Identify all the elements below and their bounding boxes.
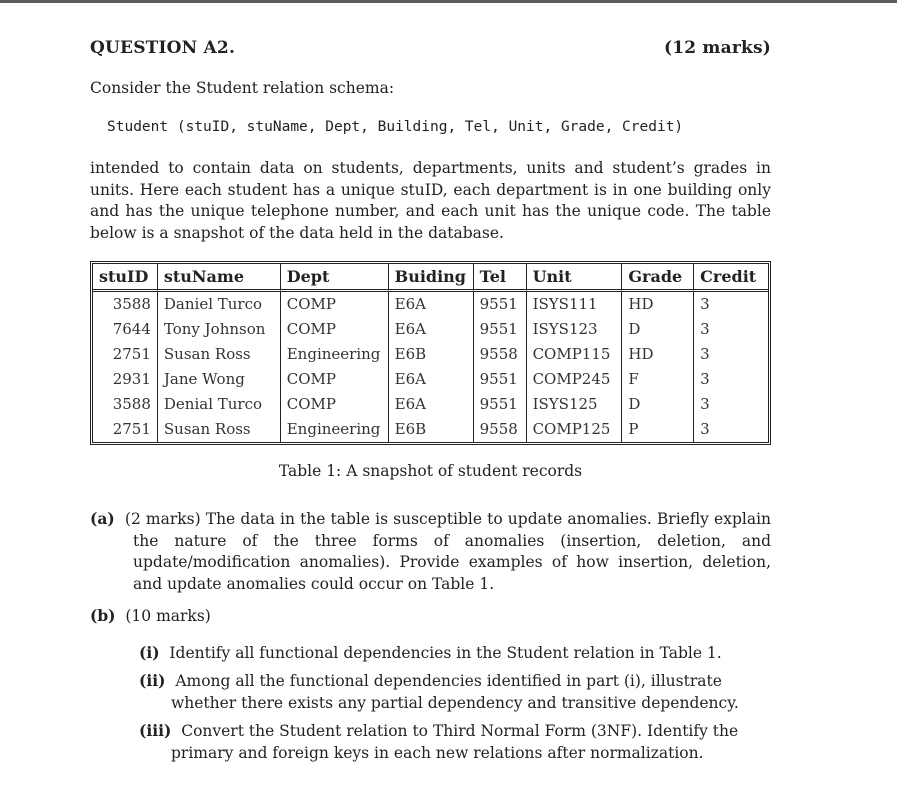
table-row [93, 342, 768, 367]
part-b-label: (b) [90, 606, 116, 625]
cell-unit: ISYS123 [527, 317, 623, 342]
cell-unit: COMP125 [527, 417, 623, 442]
cell-credit: 3 [700, 345, 710, 363]
cell-dept: COMP [281, 367, 389, 392]
item-text: Identify all functional dependencies in the Student relation in Table 1. [169, 644, 722, 662]
cell-unit: COMP115 [527, 342, 623, 367]
cell-stuname: Tony Johnson [158, 317, 281, 342]
col-header-credit: Credit [694, 264, 768, 292]
part-a-body [90, 508, 771, 595]
cell-building: E6B [389, 342, 474, 367]
part-a-label: (a) [90, 509, 115, 528]
table-caption: Table 1: A snapshot of student records [278, 462, 583, 480]
intro-text: Consider the Student relation schema: [90, 79, 395, 97]
cell-grade: HD [622, 292, 694, 317]
cell-tel: 9551 [474, 317, 527, 342]
table-row [93, 317, 768, 342]
col-header-tel: Tel [474, 264, 527, 292]
cell-dept: Engineering [281, 342, 389, 367]
cell-unit: ISYS111 [527, 292, 623, 317]
col-header-building: Buiding [389, 264, 474, 292]
part-a [90, 508, 771, 595]
item-label: (ii) [139, 671, 166, 690]
cell-stuid: 3588 [93, 292, 158, 317]
col-header-grade: Grade [622, 264, 694, 292]
student-records-table [90, 261, 771, 445]
cell-tel: 9551 [474, 367, 527, 392]
table-row [93, 292, 768, 317]
cell-building: E6A [389, 317, 474, 342]
cell-stuid: 2751 [93, 417, 158, 442]
cell-stuname: Susan Ross [158, 417, 281, 442]
col-header-unit: Unit [527, 264, 623, 292]
cell-dept: Engineering [281, 417, 389, 442]
cell-stuid: 2751 [93, 342, 158, 367]
cell-building: E6A [389, 292, 474, 317]
cell-credit: 3 [700, 420, 710, 438]
table-row [93, 367, 768, 392]
cell-stuid: 2931 [93, 367, 158, 392]
cell-credit: 3 [700, 370, 710, 388]
cell-building: E6A [389, 392, 474, 417]
cell-stuid: 3588 [93, 392, 158, 417]
col-header-stuid: stuID [93, 264, 158, 292]
cell-grade: F [622, 367, 694, 392]
cell-tel: 9551 [474, 292, 527, 317]
cell-credit: 3 [700, 395, 710, 413]
cell-stuname: Daniel Turco [158, 292, 281, 317]
cell-building: E6A [389, 367, 474, 392]
question-header [90, 38, 771, 58]
cell-grade: HD [622, 342, 694, 367]
question-marks: (12 marks) [664, 38, 771, 58]
cell-grade: D [622, 392, 694, 417]
col-header-stuname: stuName [158, 264, 281, 292]
cell-stuname: Jane Wong [158, 367, 281, 392]
cell-grade: P [622, 417, 694, 442]
cell-tel: 9551 [474, 392, 527, 417]
student-table-wrapper [90, 261, 771, 445]
item-text: Convert the Student relation to Third Normal Form (3NF). Identify the primary and foreign keys in each new relations after normalization. [171, 722, 739, 762]
cell-unit: COMP245 [527, 367, 623, 392]
table-row [93, 392, 768, 417]
part-b-item-iii [139, 720, 771, 764]
cell-unit: ISYS125 [527, 392, 623, 417]
description-paragraph: intended to contain data on students, departments, units and student’s grades in units. Here each student has a unique stuID, each department is in one building only and has the unique telephone number, and each unit has the unique code. The table below is a snapshot of the data held in the database. [90, 159, 771, 242]
cell-credit: 3 [700, 320, 710, 338]
cell-dept: COMP [281, 317, 389, 342]
part-b-item-ii [139, 670, 771, 714]
part-a-text: (2 marks) The data in the table is susceptible to update anomalies. Briefly explain the nature of the three forms of anomalies (insertion, deletion, and update/modification anomalies). Provide examples of how insertion, deletion, and update anomalies could occur on Table 1. [124, 510, 772, 593]
table-header-row [93, 264, 768, 292]
cell-dept: COMP [281, 392, 389, 417]
cell-dept: COMP [281, 292, 389, 317]
part-b [90, 606, 211, 625]
cell-credit: 3 [700, 295, 710, 313]
top-border [0, 0, 897, 3]
item-text: Among all the functional dependencies identified in part (i), illustrate whether there exists any partial dependency and transitive dependency. [171, 672, 739, 712]
cell-stuid: 7644 [93, 317, 158, 342]
schema-definition: Student (stuID, stuName, Dept, Building, Tel, Unit, Grade, Credit) [107, 119, 684, 135]
col-header-dept: Dept [281, 264, 389, 292]
part-b-text: (10 marks) [125, 607, 211, 625]
cell-stuname: Susan Ross [158, 342, 281, 367]
cell-building: E6B [389, 417, 474, 442]
item-label: (i) [139, 643, 160, 662]
cell-stuname: Denial Turco [158, 392, 281, 417]
question-title: QUESTION A2. [90, 38, 236, 58]
part-b-item-i [139, 642, 771, 665]
item-label: (iii) [139, 721, 172, 740]
cell-tel: 9558 [474, 417, 527, 442]
cell-tel: 9558 [474, 342, 527, 367]
table-row [93, 417, 768, 442]
cell-grade: D [622, 317, 694, 342]
